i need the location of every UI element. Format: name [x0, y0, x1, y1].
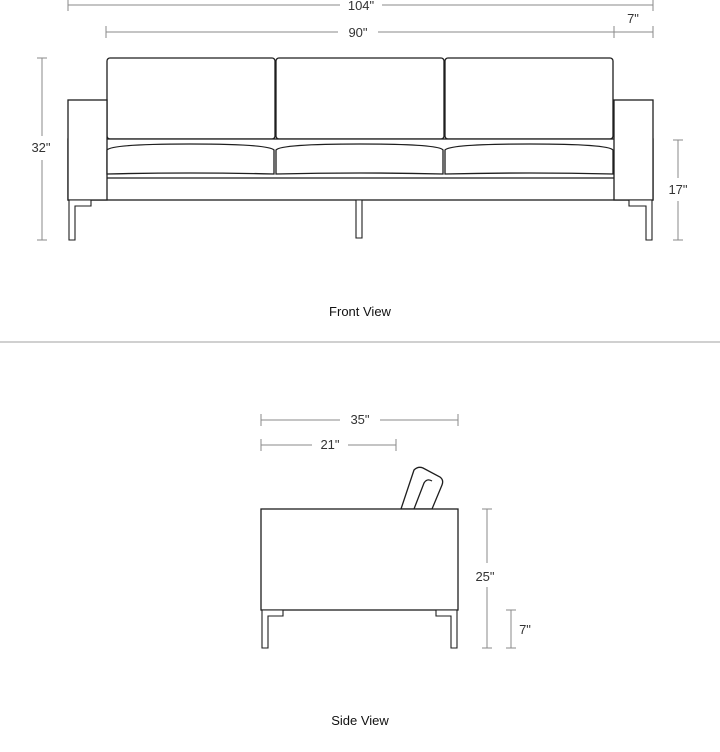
leg-left [69, 200, 91, 240]
sofa-front-drawing [68, 58, 653, 240]
dimension-inner-width [106, 25, 653, 40]
dimension-arm-height [475, 509, 494, 648]
back-cushion-center [276, 58, 444, 139]
arm-left [68, 100, 107, 200]
arm-right [614, 100, 653, 200]
side-leg-front [262, 610, 283, 648]
dimension-overall-width [68, 0, 653, 13]
side-view [261, 412, 531, 728]
leg-right [629, 200, 652, 240]
dimension-overall-depth [261, 412, 458, 427]
overall-height-label: 32" [31, 140, 51, 155]
side-view-caption: Side View [331, 713, 389, 728]
arm-height-label: 25" [475, 569, 495, 584]
seat-cushion-left [107, 144, 274, 174]
seat-cushion-right [445, 144, 613, 174]
side-leg-back [436, 610, 457, 648]
dimension-leg-height [506, 610, 531, 648]
seat-height-label: 17" [668, 182, 688, 197]
seat-cushion-center [276, 144, 443, 174]
side-body [261, 509, 458, 610]
front-view [31, 0, 687, 319]
back-cushion-left [107, 58, 275, 139]
leg-center [356, 200, 362, 238]
arm-width-label: 7" [627, 11, 639, 26]
dimension-arm-width [627, 11, 639, 26]
overall-depth-label: 35" [350, 412, 370, 427]
dimension-seat-height [668, 140, 687, 240]
dimension-overall-height [31, 58, 50, 240]
seat-depth-label: 21" [320, 437, 340, 452]
overall-width-label: 104" [347, 0, 375, 13]
inner-width-label: 90" [348, 25, 368, 40]
back-cushion-right [445, 58, 613, 139]
leg-height-label: 7" [519, 622, 531, 637]
front-view-caption: Front View [329, 304, 391, 319]
dimension-seat-depth [261, 437, 396, 452]
sofa-side-drawing [261, 467, 458, 648]
